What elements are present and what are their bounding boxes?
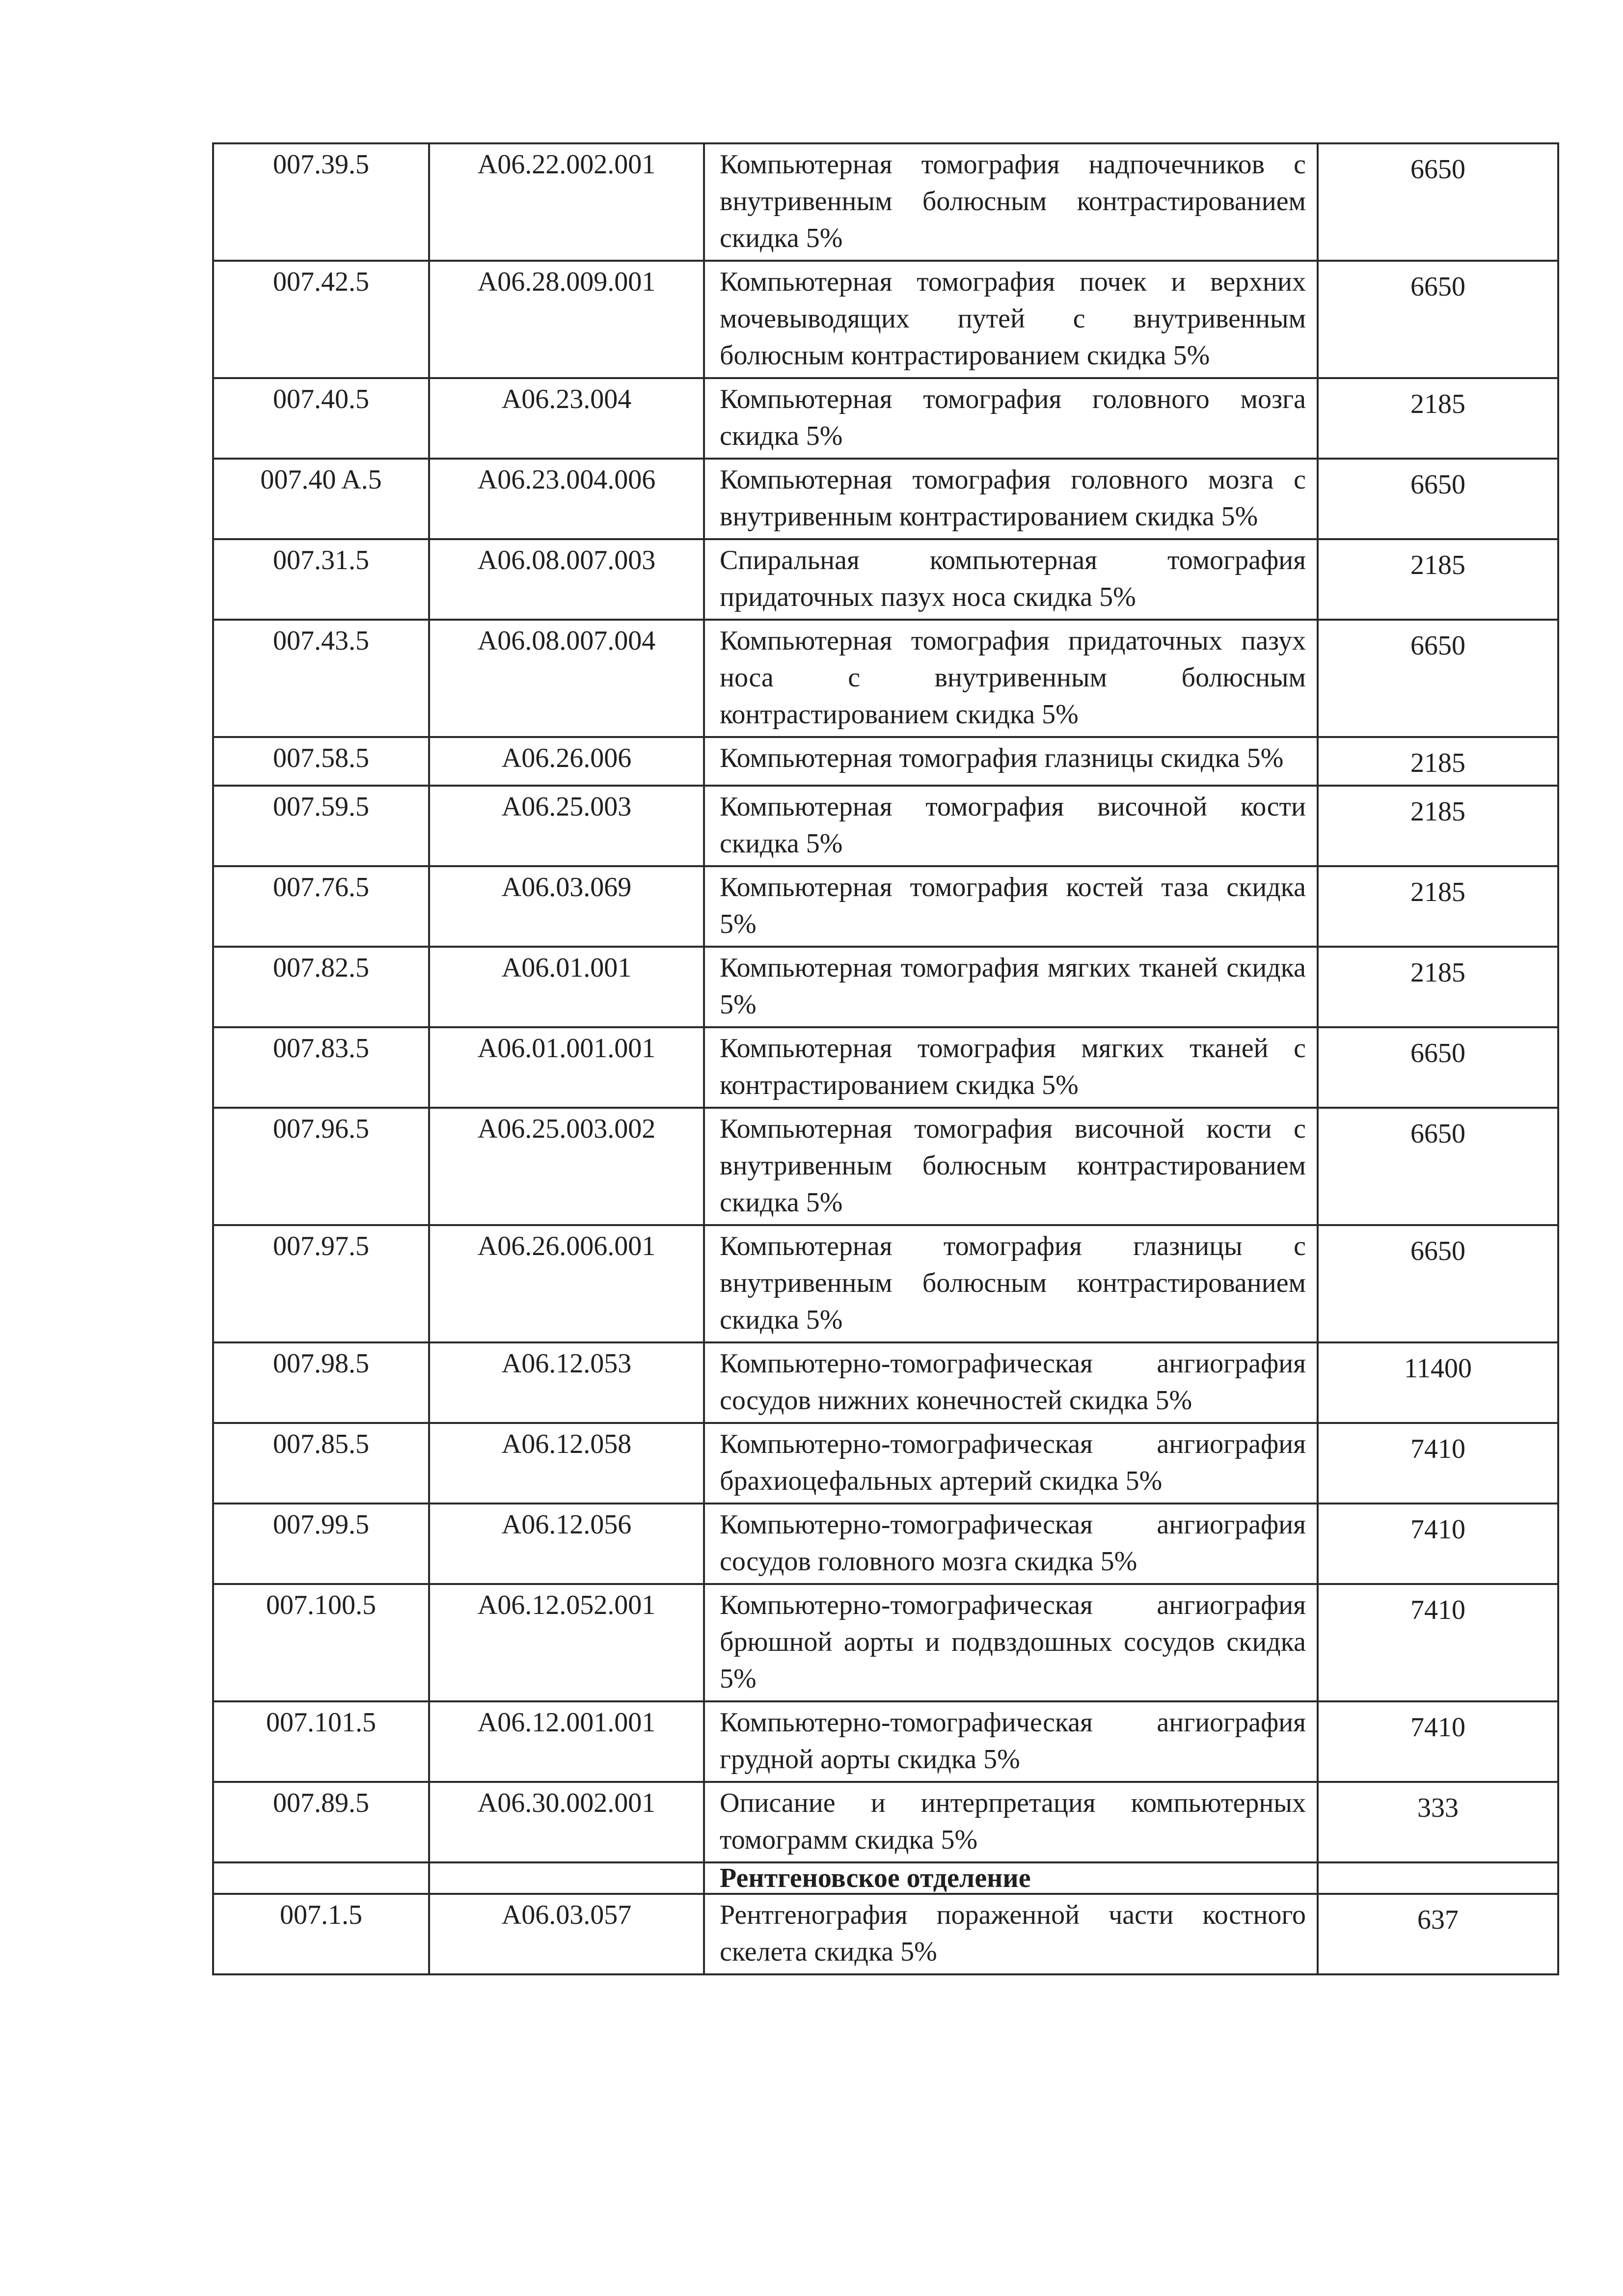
table-row [213, 1782, 1558, 1862]
service-article: A06.03.057 [429, 1894, 704, 1974]
service-price: 7410 [1318, 1423, 1558, 1503]
service-code: 007.101.5 [213, 1701, 429, 1782]
table-row [213, 866, 1558, 947]
service-price: 2185 [1318, 947, 1558, 1027]
service-code: 007.82.5 [213, 947, 429, 1027]
service-price: 6650 [1318, 1108, 1558, 1225]
service-price: 11400 [1318, 1342, 1558, 1423]
service-code: 007.40 A.5 [213, 459, 429, 539]
service-name: Компьютерная томография головного мозга с внутривенным контрастированием скидка 5% [704, 459, 1318, 539]
table-row [213, 947, 1558, 1027]
table-row [213, 786, 1558, 866]
service-price: 6650 [1318, 261, 1558, 378]
service-name: Описание и интерпретация компьютерных томограмм скидка 5% [704, 1782, 1318, 1862]
service-price: 7410 [1318, 1503, 1558, 1584]
service-name: Компьютерно-томографическая ангиография брюшной аорты и подвздошных сосудов скидка 5% [704, 1584, 1318, 1701]
service-article: A06.30.002.001 [429, 1782, 704, 1862]
service-code: 007.100.5 [213, 1584, 429, 1701]
service-price: 6650 [1318, 1027, 1558, 1108]
service-article: A06.12.001.001 [429, 1701, 704, 1782]
service-code: 007.76.5 [213, 866, 429, 947]
service-article: A06.01.001.001 [429, 1027, 704, 1108]
service-code: 007.43.5 [213, 620, 429, 737]
service-price: 637 [1318, 1894, 1558, 1974]
service-article: A06.25.003 [429, 786, 704, 866]
service-article: A06.26.006.001 [429, 1225, 704, 1342]
service-code: 007.97.5 [213, 1225, 429, 1342]
service-article: A06.28.009.001 [429, 261, 704, 378]
service-article: A06.12.052.001 [429, 1584, 704, 1701]
service-price: 2185 [1318, 539, 1558, 620]
table-row [213, 737, 1558, 786]
table-row [213, 1701, 1558, 1782]
service-article: A06.22.002.001 [429, 143, 704, 261]
table-row [213, 143, 1558, 261]
service-name: Компьютерная томография мягких тканей скидка 5% [704, 947, 1318, 1027]
table-row [213, 539, 1558, 620]
service-price: 2185 [1318, 378, 1558, 459]
service-name: Компьютерная томография мягких тканей с контрастированием скидка 5% [704, 1027, 1318, 1108]
service-code: 007.40.5 [213, 378, 429, 459]
service-name: Компьютерная томография надпочечников с внутривенным болюсным контрастированием скидка 5% [704, 143, 1318, 261]
table-row [213, 1225, 1558, 1342]
service-price: 2185 [1318, 866, 1558, 947]
service-article: A06.23.004 [429, 378, 704, 459]
service-name: Компьютерно-томографическая ангиография грудной аорты скидка 5% [704, 1701, 1318, 1782]
service-name: Компьютерная томография височной кости с внутривенным болюсным контрастированием скидка 5% [704, 1108, 1318, 1225]
service-code: 007.85.5 [213, 1423, 429, 1503]
table-row [213, 261, 1558, 378]
service-article: A06.03.069 [429, 866, 704, 947]
service-price: 333 [1318, 1782, 1558, 1862]
service-article: A06.08.007.004 [429, 620, 704, 737]
service-code: 007.1.5 [213, 1894, 429, 1974]
service-code: 007.96.5 [213, 1108, 429, 1225]
service-code: 007.58.5 [213, 737, 429, 786]
service-code: 007.59.5 [213, 786, 429, 866]
service-name: Компьютерная томография глазницы скидка 5% [704, 737, 1318, 786]
table-row [213, 1584, 1558, 1701]
service-code: 007.39.5 [213, 143, 429, 261]
table-row [213, 1108, 1558, 1225]
table-row [213, 620, 1558, 737]
price-list-table [212, 142, 1559, 1975]
service-code: 007.31.5 [213, 539, 429, 620]
table-row [213, 1027, 1558, 1108]
service-name: Компьютерная томография почек и верхних мочевыводящих путей с внутривенным болюсным контрастированием скидка 5% [704, 261, 1318, 378]
service-code: 007.42.5 [213, 261, 429, 378]
service-article: A06.12.056 [429, 1503, 704, 1584]
service-code: 007.83.5 [213, 1027, 429, 1108]
service-name: Компьютерно-томографическая ангиография сосудов головного мозга скидка 5% [704, 1503, 1318, 1584]
service-article: A06.08.007.003 [429, 539, 704, 620]
section-title: Рентгеновское отделение [704, 1862, 1318, 1894]
service-name: Компьютерная томография височной кости скидка 5% [704, 786, 1318, 866]
service-article: A06.12.058 [429, 1423, 704, 1503]
service-price: 2185 [1318, 737, 1558, 786]
service-name: Компьютерная томография головного мозга скидка 5% [704, 378, 1318, 459]
service-name: Компьютерная томография глазницы с внутривенным болюсным контрастированием скидка 5% [704, 1225, 1318, 1342]
table-row [213, 1894, 1558, 1974]
table-row [213, 459, 1558, 539]
service-name: Компьютерно-томографическая ангиография брахиоцефальных артерий скидка 5% [704, 1423, 1318, 1503]
service-article: A06.12.053 [429, 1342, 704, 1423]
service-price: 6650 [1318, 459, 1558, 539]
service-name: Компьютерная томография костей таза скидка 5% [704, 866, 1318, 947]
service-article: A06.26.006 [429, 737, 704, 786]
service-article: A06.25.003.002 [429, 1108, 704, 1225]
table-row [213, 1503, 1558, 1584]
service-price: 7410 [1318, 1584, 1558, 1701]
table-row [213, 1423, 1558, 1503]
service-price: 6650 [1318, 620, 1558, 737]
empty-cell [1318, 1862, 1558, 1894]
table-row [213, 378, 1558, 459]
service-price: 7410 [1318, 1701, 1558, 1782]
service-code: 007.98.5 [213, 1342, 429, 1423]
section-header-row [213, 1862, 1558, 1894]
empty-cell [213, 1862, 429, 1894]
price-table-body [213, 143, 1558, 1974]
service-name: Рентгенография пораженной части костного скелета скидка 5% [704, 1894, 1318, 1974]
service-price: 2185 [1318, 786, 1558, 866]
empty-cell [429, 1862, 704, 1894]
service-price: 6650 [1318, 1225, 1558, 1342]
service-name: Компьютерно-томографическая ангиография сосудов нижних конечностей скидка 5% [704, 1342, 1318, 1423]
service-code: 007.89.5 [213, 1782, 429, 1862]
service-article: A06.01.001 [429, 947, 704, 1027]
service-code: 007.99.5 [213, 1503, 429, 1584]
service-name: Компьютерная томография придаточных пазух носа с внутривенным болюсным контрастированием скидка 5% [704, 620, 1318, 737]
service-name: Спиральная компьютерная томография придаточных пазух носа скидка 5% [704, 539, 1318, 620]
service-article: A06.23.004.006 [429, 459, 704, 539]
service-price: 6650 [1318, 143, 1558, 261]
table-row [213, 1342, 1558, 1423]
